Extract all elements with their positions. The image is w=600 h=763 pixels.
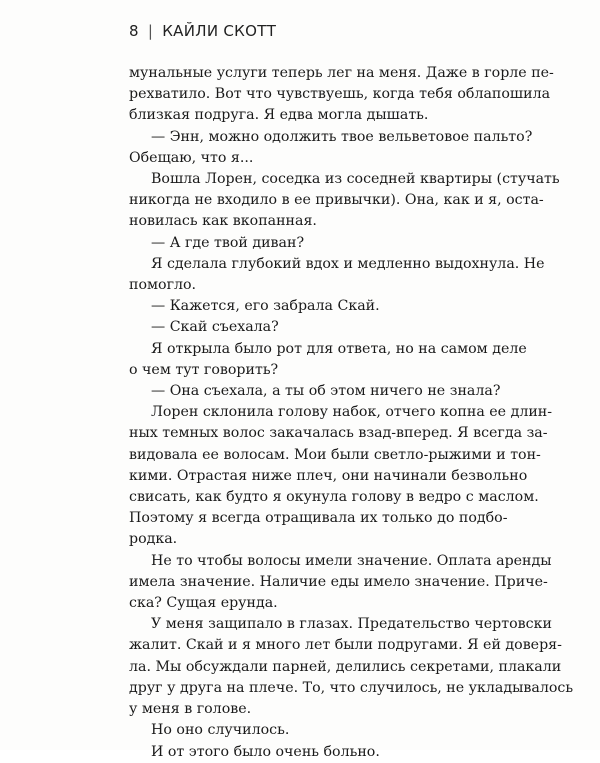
- text-line: о чем тут говорить?: [129, 361, 279, 378]
- text-line: друг у друга на плече. То, что случилось, не укладывалось: [129, 679, 574, 696]
- text-line: Вошла Лорен, соседка из соседней квартиры (стучать: [151, 171, 560, 188]
- text-line: рехватило. Вот что чувствуешь, когда тебя облапошила: [129, 86, 551, 103]
- author-name: КАЙЛИ СКОТТ: [162, 22, 277, 40]
- text-line: И от этого было очень больно.: [151, 743, 380, 760]
- body-text: [129, 63, 574, 763]
- text-line: кими. Отрастая ниже плеч, они начинали безвольно: [129, 467, 528, 484]
- text-line: Поэтому я всегда отращивала их только до подбо-: [129, 510, 508, 527]
- page-number: 8: [129, 22, 139, 40]
- text-line: ных темных волос закачалась взад-вперед. Я всегда за-: [129, 425, 548, 442]
- text-line: ска? Сущая ерунда.: [129, 595, 278, 612]
- text-line: имела значение. Наличие еды имело значение. Приче-: [129, 573, 548, 590]
- text-line: Обещаю, что я...: [129, 149, 254, 166]
- text-line: — Она съехала, а ты об этом ничего не знала?: [151, 383, 501, 400]
- text-line: родка.: [129, 531, 178, 548]
- text-line: У меня защипало в глазах. Предательство чертовски: [151, 616, 552, 633]
- text-line: Я сделала глубокий вдох и медленно выдохнула. Не: [151, 255, 545, 272]
- header-separator: |: [147, 22, 154, 40]
- text-line: — Кажется, его забрала Скай.: [151, 298, 380, 315]
- text-line: видовала ее волосам. Мои были светло-рыжими и тон-: [129, 446, 541, 463]
- text-line: Не то чтобы волосы имели значение. Оплата аренды: [151, 552, 552, 569]
- text-line: Но оно случилось.: [151, 722, 290, 739]
- text-line: помогло.: [129, 277, 197, 294]
- text-line: у меня в голове.: [129, 701, 252, 718]
- text-line: близкая подруга. Я едва могла дышать.: [129, 107, 429, 124]
- text-line: Я открыла было рот для ответа, но на самом деле: [151, 340, 527, 357]
- text-line: ла. Мы обсуждали парней, делились секретами, плакали: [129, 658, 562, 675]
- text-line: свисать, как будто я окунула голову в ведро с маслом.: [129, 489, 539, 506]
- text-line: — Скай съехала?: [151, 319, 279, 336]
- text-line: новилась как вкопанная.: [129, 213, 317, 230]
- text-line: Лорен склонила голову набок, отчего копна ее длин-: [151, 404, 553, 421]
- text-line: — Энн, можно одолжить твое вельветовое пальто?: [151, 128, 533, 145]
- running-header: [129, 22, 276, 40]
- text-line: никогда не входило в ее привычки). Она, как и я, оста-: [129, 192, 544, 209]
- text-line: жалит. Скай и я много лет были подругами. Я ей доверя-: [129, 637, 562, 654]
- text-line: мунальные услуги теперь лег на меня. Даже в горле пе-: [129, 65, 554, 81]
- text-line: — А где твой диван?: [151, 234, 305, 251]
